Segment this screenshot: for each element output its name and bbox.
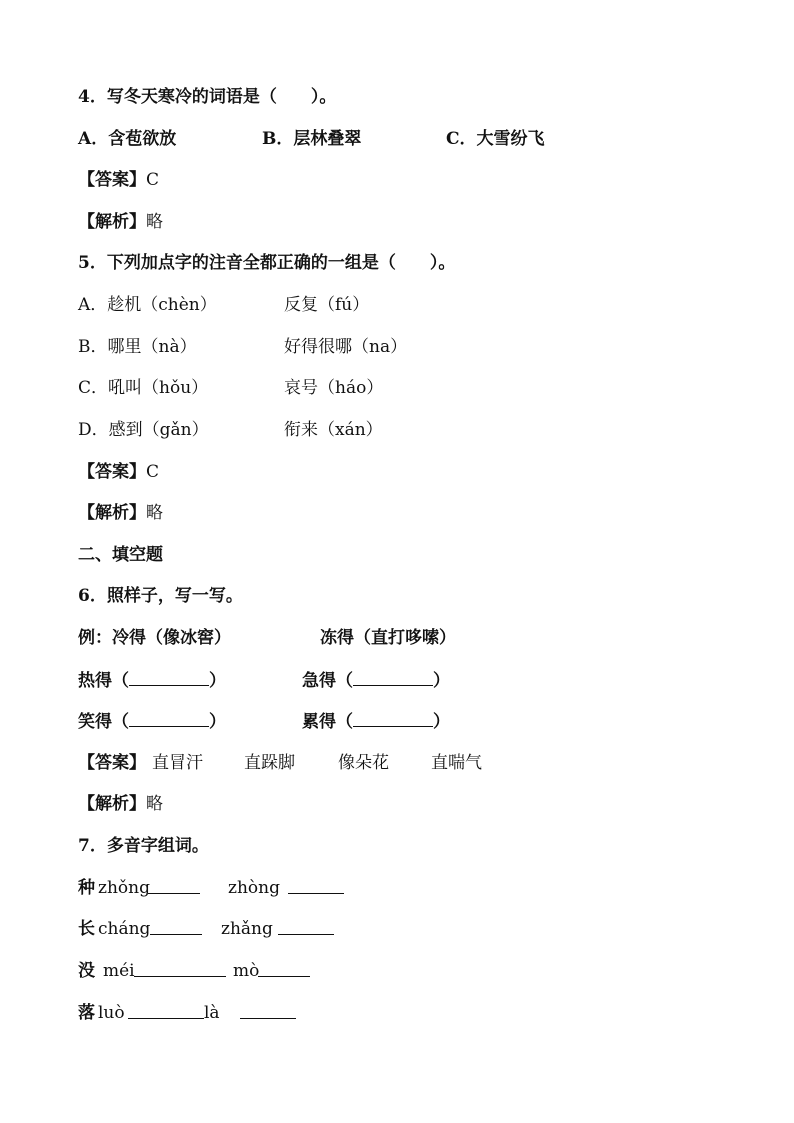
analysis-value: 略 bbox=[146, 212, 163, 232]
pinyin-2: là bbox=[204, 1003, 220, 1023]
analysis-label: 【解析】 bbox=[78, 212, 146, 232]
fill-blank[interactable] bbox=[353, 667, 433, 686]
answer-label: 【答案】 bbox=[78, 462, 146, 482]
answer-item: 像朵花 bbox=[338, 753, 389, 773]
answer-value: C bbox=[146, 170, 160, 190]
q5-row-a-left: A．趁机（chèn） bbox=[78, 295, 217, 315]
q5-analysis bbox=[78, 500, 163, 526]
fill-blank[interactable] bbox=[353, 708, 433, 727]
fill-blank[interactable] bbox=[288, 875, 344, 894]
q7-stem: 7．多音字组词。 bbox=[78, 836, 209, 856]
q6-fill-left: 笑得（ ） bbox=[78, 708, 226, 735]
q5-row-c-left: C．吼叫（hǒu） bbox=[78, 378, 209, 398]
fill-blank[interactable] bbox=[148, 875, 200, 894]
answer-item: 直喘气 bbox=[431, 753, 482, 773]
answer-value: C bbox=[146, 462, 160, 482]
section-title: 二、填空题 bbox=[78, 545, 163, 565]
answer-item: 直跺脚 bbox=[244, 753, 295, 773]
analysis-value: 略 bbox=[146, 503, 163, 523]
q4-option-a: A．含苞欲放 bbox=[78, 129, 177, 149]
pinyin-2: mò bbox=[233, 961, 260, 981]
polyphone-char: 种 bbox=[78, 878, 95, 898]
fill-blank[interactable] bbox=[240, 1000, 296, 1019]
q5-row-d-left: D．感到（gǎn） bbox=[78, 420, 209, 440]
fill-blank[interactable] bbox=[128, 1000, 204, 1019]
q6-example-right: 冻得（直打哆嗦） bbox=[320, 628, 456, 648]
q5-stem: 5．下列加点字的注音全都正确的一组是（ ）。 bbox=[78, 253, 456, 273]
q4-stem: 4．写冬天寒冷的词语是（ ）。 bbox=[78, 87, 337, 107]
pinyin-1: cháng bbox=[98, 919, 151, 939]
analysis-label: 【解析】 bbox=[78, 503, 146, 523]
answer-item: 直冒汗 bbox=[152, 753, 203, 773]
analysis-label: 【解析】 bbox=[78, 794, 146, 814]
answer-label: 【答案】 bbox=[78, 170, 146, 190]
q5-row-c-right: 哀号（háo） bbox=[284, 378, 384, 398]
analysis-value: 略 bbox=[146, 794, 163, 814]
q5-row-a-right: 反复（fú） bbox=[284, 295, 370, 315]
polyphone-char: 没 bbox=[78, 961, 95, 981]
q6-stem: 6．照样子，写一写。 bbox=[78, 586, 243, 606]
q5-row-d-right: 衔来（xán） bbox=[284, 420, 383, 440]
answer-label: 【答案】 bbox=[78, 753, 146, 773]
q4-option-c: C．大雪纷飞 bbox=[446, 129, 545, 149]
fill-blank[interactable] bbox=[150, 916, 202, 935]
pinyin-2: zhǎng bbox=[221, 919, 273, 939]
q4-analysis bbox=[78, 209, 163, 235]
fill-blank[interactable] bbox=[129, 708, 209, 727]
fill-blank[interactable] bbox=[129, 667, 209, 686]
fill-blank[interactable] bbox=[134, 958, 226, 977]
pinyin-1: méi bbox=[103, 961, 135, 981]
pinyin-2: zhòng bbox=[228, 878, 280, 898]
fill-blank[interactable] bbox=[278, 916, 334, 935]
polyphone-char: 长 bbox=[78, 919, 95, 939]
pinyin-1: luò bbox=[98, 1003, 125, 1023]
q6-fill-right: 急得（ ） bbox=[302, 667, 450, 694]
q6-fill-left: 热得（ ） bbox=[78, 667, 226, 694]
q5-row-b-left: B．哪里（nà） bbox=[78, 337, 197, 357]
pinyin-1: zhǒng bbox=[98, 878, 150, 898]
q6-fill-right: 累得（ ） bbox=[302, 708, 450, 735]
q6-answer bbox=[78, 750, 482, 776]
q4-option-b: B．层林叠翠 bbox=[262, 129, 362, 149]
fill-blank[interactable] bbox=[258, 958, 310, 977]
q6-analysis bbox=[78, 791, 163, 817]
q5-row-b-right: 好得很哪（na） bbox=[284, 337, 408, 357]
q5-answer bbox=[78, 459, 159, 485]
q6-example-left: 例：冷得（像冰窖） bbox=[78, 628, 231, 648]
polyphone-char: 落 bbox=[78, 1003, 95, 1023]
q4-answer bbox=[78, 167, 159, 193]
